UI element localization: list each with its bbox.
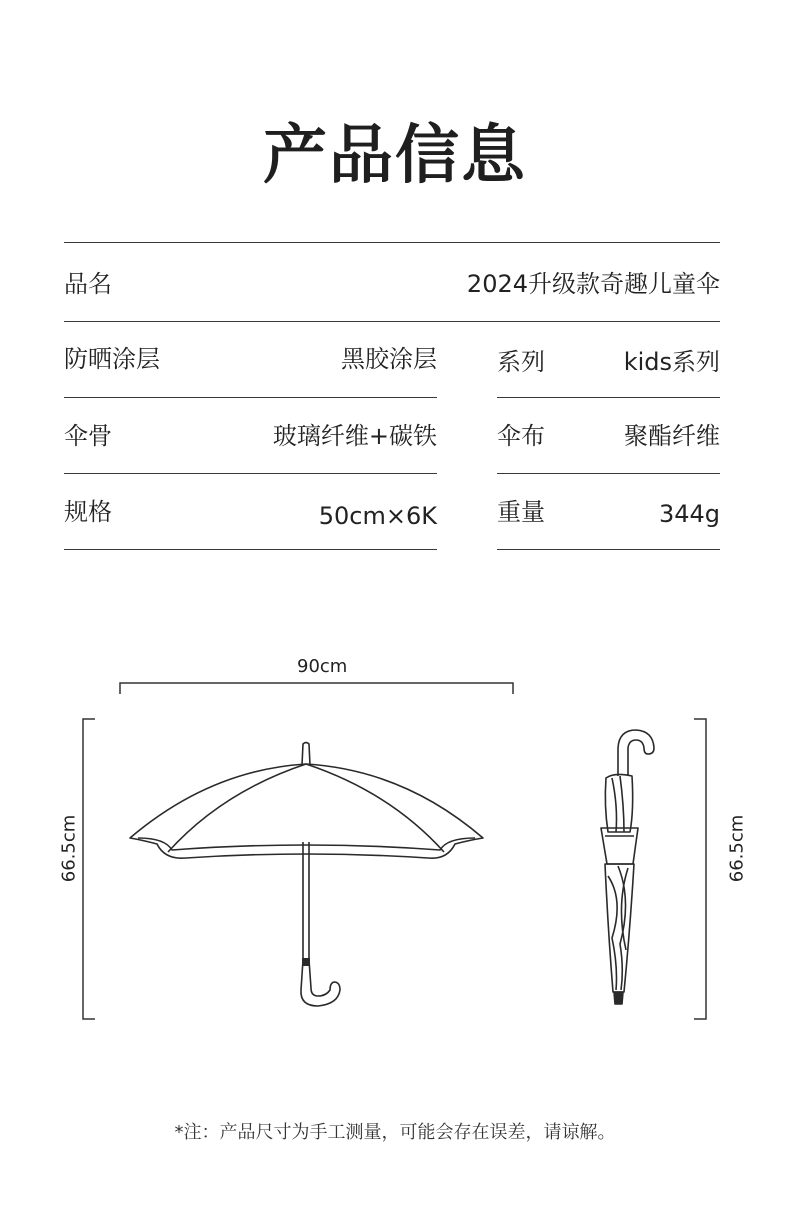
height-bracket-right — [694, 719, 706, 1019]
spec-value-ribs: 玻璃纤维+碳铁 — [272, 422, 437, 450]
height-dimension-label-right: 66.5cm — [726, 814, 748, 883]
measurement-note: *注：产品尺寸为手工测量，可能会存在误差，请谅解。 — [174, 1122, 616, 1143]
spec-label-fabric: 伞布 — [497, 422, 545, 450]
closed-umbrella-icon — [601, 730, 654, 1004]
spec-value-coating: 黑胶涂层 — [341, 345, 437, 373]
spec-value-weight: 344g — [658, 500, 720, 528]
spec-label-series: 系列 — [497, 348, 545, 376]
height-bracket-left — [83, 719, 95, 1019]
page-title: 产品信息 — [263, 119, 527, 193]
spec-label-size: 规格 — [64, 498, 112, 526]
width-bracket — [120, 683, 513, 694]
open-umbrella-icon — [130, 743, 483, 1007]
width-dimension-label: 90cm — [297, 656, 348, 677]
spec-label-ribs: 伞骨 — [64, 422, 112, 450]
spec-value-size: 50cm×6K — [318, 502, 437, 530]
spec-value-series: kids系列 — [623, 348, 720, 376]
spec-label-name: 品名 — [64, 270, 112, 298]
spec-value-fabric: 聚酯纤维 — [624, 422, 720, 450]
spec-value-name: 2024升级款奇趣儿童伞 — [466, 270, 720, 298]
spec-label-coating: 防晒涂层 — [64, 345, 160, 373]
height-dimension-label-left: 66.5cm — [58, 814, 80, 883]
spec-label-weight: 重量 — [497, 498, 545, 526]
